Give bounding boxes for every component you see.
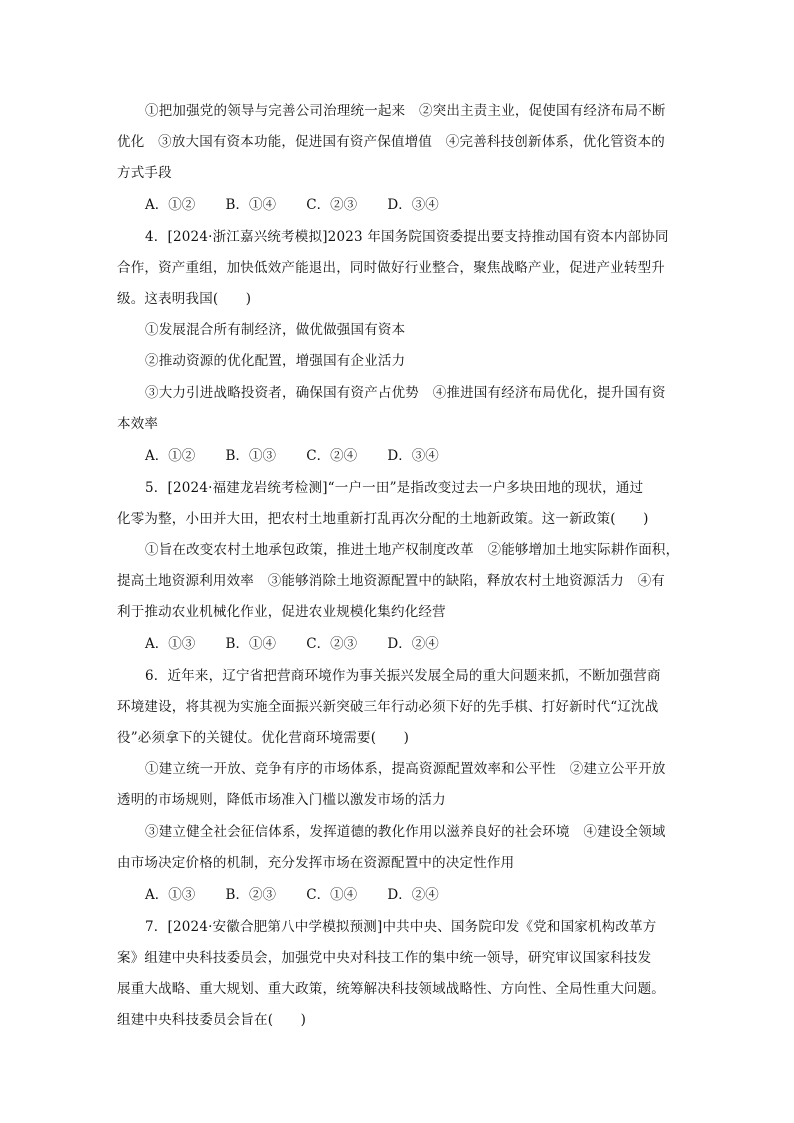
q6-choice-line-2: 透明的市场规则，降低市场准入门槛以激发市场的活力 — [117, 792, 446, 808]
q4-option-c[interactable]: C．②④ — [306, 448, 358, 464]
q4-stem-line-3: 级。这表明我国( ) — [117, 291, 252, 307]
q5-option-c[interactable]: C．②③ — [306, 636, 358, 652]
q6-option-a[interactable]: A．①③ — [145, 887, 196, 903]
q6-choice-line-4: 由市场决定价格的机制，充分发挥市场在资源配置中的决定性作用 — [117, 855, 515, 871]
q5-choice-line-3: 利于推动农业机械化作业，促进农业规模化集约化经营 — [117, 604, 446, 620]
q4-stem-line-1: 4．[2024·浙江嘉兴统考模拟]2023 年国务院国资委提出要支持推动国有资本内部协同 — [145, 229, 669, 245]
q6-stem-line-2: 环境建设，将其视为实施全面振兴新突破三年行动必须下好的先手棋、打好新时代“辽沈战 — [117, 699, 659, 715]
q3-option-d[interactable]: D．③④ — [387, 197, 439, 213]
q5-option-a[interactable]: A．①③ — [145, 636, 196, 652]
q3-choice-line-1: ①把加强党的领导与完善公司治理统一起来 ②突出主责主业，促使国有经济布局不断 — [145, 103, 666, 119]
q6-stem-line-1: 6．近年来，辽宁省把营商环境作为事关振兴发展全局的重大问题来抓，不断加强营商 — [145, 668, 661, 684]
q6-stem-line-3: 役”必须拿下的关键仗。优化营商环境需要( ) — [117, 730, 410, 746]
q6-options — [145, 885, 465, 905]
q5-choice-line-1: ①旨在改变农村土地承包政策，推进土地产权制度改革 ②能够增加土地实际耕作面积， — [145, 542, 680, 558]
q4-choice-line-3: ③大力引进战略投资者，确保国有资产占优势 ④推进国有经济布局优化，提升国有资 — [145, 385, 666, 401]
q6-option-d[interactable]: D．②④ — [387, 887, 439, 903]
q6-option-c[interactable]: C．①④ — [306, 887, 358, 903]
q3-choice-line-2: 优化 ③放大国有资本功能，促进国有资产保值增值 ④完善科技创新体系，优化管资本的 — [117, 134, 665, 150]
q3-options — [145, 195, 465, 215]
q4-option-d[interactable]: D．③④ — [387, 448, 439, 464]
q6-choice-line-1: ①建立统一开放、竞争有序的市场体系，提高资源配置效率和公平性 ②建立公平开放 — [145, 761, 666, 777]
q3-option-b[interactable]: B．①④ — [225, 197, 276, 213]
q5-options — [145, 634, 465, 654]
q7-stem-line-2: 案》组建中央科技委员会，加强党中央对科技工作的集中统一领导，研究审议国家科技发 — [117, 950, 652, 966]
q4-option-b[interactable]: B．①③ — [225, 448, 276, 464]
q3-option-a[interactable]: A．①② — [145, 197, 196, 213]
q3-option-c[interactable]: C．②③ — [306, 197, 358, 213]
q3-choice-line-3: 方式手段 — [117, 165, 172, 181]
q7-stem-line-3: 展重大战略、重大规划、重大政策，统筹解决科技领域战略性、方向性、全局性重大问题。 — [117, 981, 665, 997]
q5-option-b[interactable]: B．①④ — [225, 636, 276, 652]
q5-stem-line-2: 化零为整，小田并大田，把农村土地重新打乱再次分配的土地新政策。这一新政策( ) — [117, 511, 649, 527]
q5-choice-line-2: 提高土地资源利用效率 ③能够消除土地资源配置中的缺陷，释放农村土地资源活力 ④有 — [117, 573, 665, 589]
q4-option-a[interactable]: A．①② — [145, 448, 196, 464]
q6-option-b[interactable]: B．②③ — [225, 887, 276, 903]
q4-options — [145, 446, 465, 466]
q4-stem-line-2: 合作，资产重组，加快低效产能退出，同时做好行业整合，聚焦战略产业，促进产业转型升 — [117, 260, 665, 276]
q4-choice-line-2: ②推动资源的优化配置，增强国有企业活力 — [145, 353, 406, 369]
q6-choice-line-3: ③建立健全社会征信体系，发挥道德的教化作用以滋养良好的社会环境 ④建设全领域 — [145, 824, 666, 840]
q4-choice-line-4: 本效率 — [117, 416, 159, 432]
q7-stem-line-4: 组建中央科技委员会旨在( ) — [117, 1012, 307, 1028]
q7-stem-line-1: 7．[2024·安徽合肥第八中学模拟预测]中共中央、国务院印发《党和国家机构改革方 — [145, 919, 657, 935]
q5-stem-line-1: 5．[2024·福建龙岩统考检测]“一户一田”是指改变过去一户多块田地的现状，通过 — [145, 480, 644, 496]
q5-option-d[interactable]: D．②④ — [387, 636, 439, 652]
q4-choice-line-1: ①发展混合所有制经济，做优做强国有资本 — [145, 322, 406, 338]
